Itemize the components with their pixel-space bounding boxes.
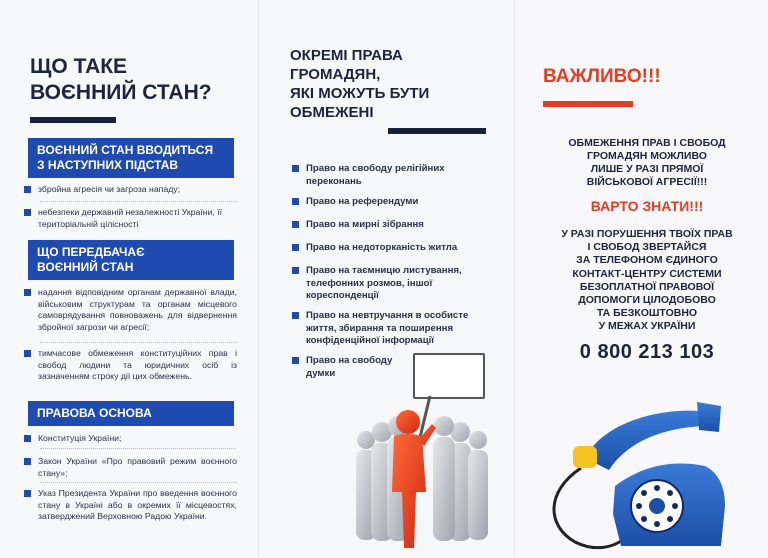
- rights-title: ОКРЕМІ ПРАВА ГРОМАДЯН, ЯКІ МОЖУТЬ БУТИ ОБМЕЖЕНІ: [290, 47, 430, 121]
- divider: [40, 482, 236, 484]
- right-item: Право на невтручання в особисте життя, збирання та поширення конфіденційної інформації: [290, 310, 500, 348]
- bullet-icon: [292, 244, 299, 251]
- phone-number: 0 800 213 103: [579, 341, 715, 363]
- bullet-icon: [24, 350, 31, 357]
- bullet-icon: [292, 312, 299, 319]
- right-item: Право на мирні зібрання: [290, 219, 500, 232]
- bullet-icon: [292, 165, 299, 172]
- bullet-icon: [292, 357, 299, 364]
- bullet-icon: [24, 209, 31, 216]
- bullet-icon: [24, 186, 31, 193]
- rights-title-underline: [388, 128, 486, 134]
- section-heading-legal-basis: ПРАВОВА ОСНОВА: [28, 401, 234, 426]
- page-title: ЩО ТАКЕ ВОЄННИЙ СТАН?: [30, 55, 212, 104]
- right-item: Право на недоторканість житла: [290, 242, 500, 255]
- bullet-icon: [292, 198, 299, 205]
- list-item: надання відповідним органам державної влади, військовим структурам та органам місцевого самоврядування повноважень для відвернення збройної загрози чи агресії;: [22, 287, 237, 333]
- right-item: Право на свободу думки: [290, 355, 410, 380]
- divider: [40, 448, 236, 450]
- section-heading-provides: ЩО ПЕРЕДБАЧАЄ ВОЄННИЙ СТАН: [28, 240, 234, 280]
- right-item: Право на свободу релігійних переконань: [290, 163, 500, 188]
- list-item: збройна агресія чи загроза нападу;: [22, 184, 237, 196]
- bullet-icon: [24, 435, 31, 442]
- restriction-note: ОБМЕЖЕННЯ ПРАВ І СВОБОД ГРОМАДЯН МОЖЛИВО ЛИШЕ У РАЗІ ПРЯМОЇ ВІЙСЬКОВОЇ АГРЕСІЇ!!!: [568, 137, 726, 188]
- important-heading: ВАЖЛИВО!!!: [543, 66, 661, 87]
- divider: [40, 201, 236, 203]
- list-item: Закон України «Про правовий режим воєнного стану»;: [22, 456, 237, 479]
- worth-knowing-heading: ВАРТО ЗНАТИ!!!: [590, 198, 704, 214]
- list-item: тимчасове обмеження конституційних прав і свобод людини та юридичних осіб із зазначенням строку дії цих обмежень.: [22, 348, 237, 383]
- right-item: Право на референдуми: [290, 196, 500, 209]
- list-item: Указ Президента України про введення воєнного стану в Україні або в окремих її місцевостях, затверджений Верховною Радою України.: [22, 488, 237, 523]
- rotary-telephone-icon: [535, 396, 735, 556]
- section-heading-grounds: ВОЄННИЙ СТАН ВВОДИТЬСЯ З НАСТУПНИХ ПІДСТАВ: [28, 138, 234, 178]
- important-underline: [543, 101, 633, 107]
- bullet-icon: [24, 289, 31, 296]
- list-item: Конституція України;: [22, 433, 237, 445]
- divider: [40, 342, 236, 344]
- right-item: Право на таємницю листування, телефонних розмов, іншої кореспонденції: [290, 265, 500, 303]
- bullet-icon: [292, 221, 299, 228]
- contact-text: У РАЗІ ПОРУШЕННЯ ТВОЇХ ПРАВ І СВОБОД ЗВЕРТАЙСЯ ЗА ТЕЛЕФОНОМ ЄДИНОГО КОНТАКТ-ЦЕНТРУ СИСТЕМИ БЕЗОПЛАТНОЇ ПРАВОВОЇ ДОПОМОГИ ЦІЛОДОБОВО ТА БЕЗКОШТОВНО У МЕЖАХ УКРАЇНИ: [561, 228, 733, 333]
- protester-with-sign-figure: [352, 352, 492, 552]
- bullet-icon: [24, 490, 31, 497]
- bullet-icon: [292, 267, 299, 274]
- bullet-icon: [24, 458, 31, 465]
- title-underline: [30, 117, 116, 123]
- list-item: небезпеки державній незалежності України, її територіальній цілісності: [22, 207, 237, 230]
